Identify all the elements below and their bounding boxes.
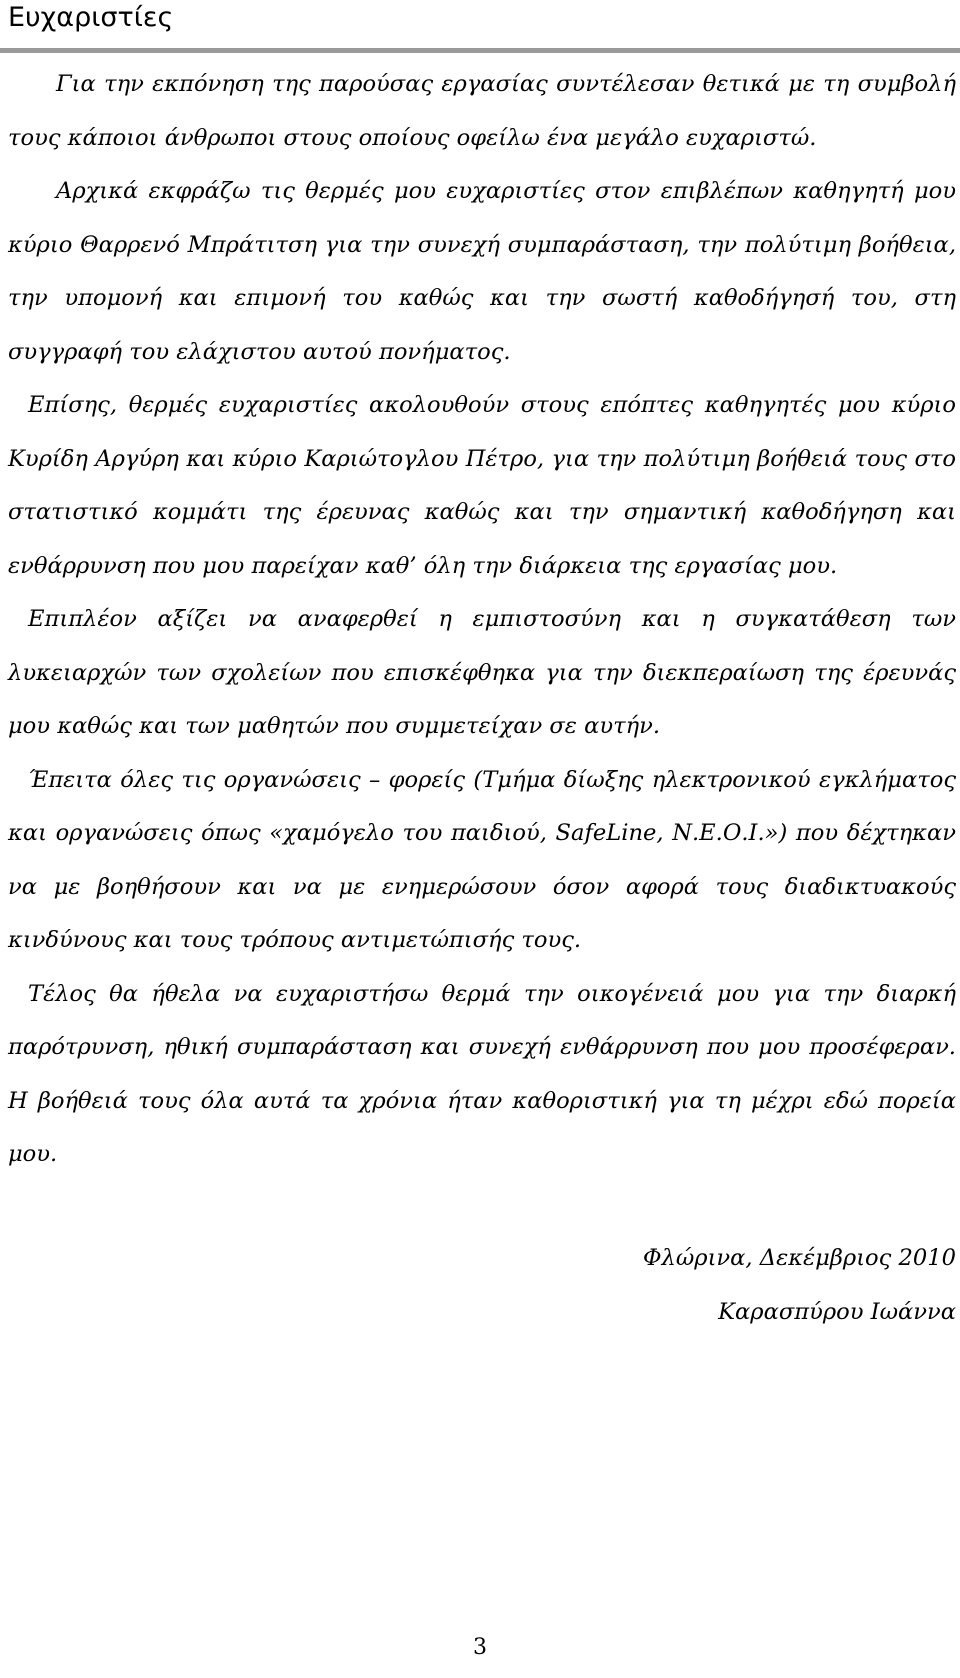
paragraph-family: Τέλος θα ήθελα να ευχαριστήσω θερμά την οικογένειά μου για την διαρκή παρότρυνση, ηθική συμπαράσταση και συνεχή ενθάρρυνση που μου προσέφεραν. Η βοήθειά τους όλα αυτά τα χρόνια ήταν καθοριστική για τη μέχρι εδώ πορεία μου. <box>8 980 956 1167</box>
title-divider <box>0 48 960 53</box>
signature-block <box>456 1232 956 1339</box>
paragraph-schools: Επιπλέον αξίζει να αναφερθεί η εμπιστοσύνη και η συγκατάθεση των λυκειαρχών των σχολείων που επισκέφθηκα για την διεκπεραίωση της έρευνάς μου καθώς και των μαθητών που συμμετείχαν σε αυτήν. <box>8 606 956 739</box>
signature-place-date: Φλώρινα, Δεκέμβριος 2010 <box>643 1245 956 1271</box>
paragraph-supervisor: Αρχικά εκφράζω τις θερμές μου ευχαριστίες στον επιβλέπων καθηγητή μου κύριο Θαρρενό Μπράτιτση για την συνεχή συμπαράσταση, την πολύτιμη βοήθεια, την υπομονή και επιμονή του καθώς και την σωστή καθοδήγησή του, στη συγγραφή του ελάχιστου αυτού πονήματος. <box>8 178 956 365</box>
page-number: 3 <box>473 1635 487 1660</box>
paragraph-intro: Για την εκπόνηση της παρούσας εργασίας συντέλεσαν θετικά με τη συμβολή τους κάποιοι άνθρωποι στους οποίους οφείλω ένα μεγάλο ευχαριστώ. <box>8 71 956 151</box>
page-title: Ευχαριστίες <box>8 2 174 33</box>
paragraph-organizations: Έπειτα όλες τις οργανώσεις – φορείς (Τμήμα δίωξης ηλεκτρονικού εγκλήματος και οργανώσεις όπως «χαμόγελο του παιδιού, SafeLine, Ν.Ε.Ο.Ι.») που δέχτηκαν να με βοηθήσουν και να με ενημερώσουν όσον αφορά τους διαδικτυακούς κινδύνους και τους τρόπους αντιμετώπισής τους. <box>8 766 956 953</box>
signature-name: Καρασπύρου Ιωάννα <box>718 1298 956 1325</box>
acknowledgements-body <box>8 58 956 1182</box>
paragraph-committee: Επίσης, θερμές ευχαριστίες ακολουθούν στους επόπτες καθηγητές μου κύριο Κυρίδη Αργύρη και κύριο Καριώτογλου Πέτρο, για την πολύτιμη βοήθειά τους στο στατιστικό κομμάτι της έρευνας καθώς και την σημαντική καθοδήγηση και ενθάρρυνση που μου παρείχαν καθ’ όλη την διάρκεια της εργασίας μου. <box>8 392 956 579</box>
